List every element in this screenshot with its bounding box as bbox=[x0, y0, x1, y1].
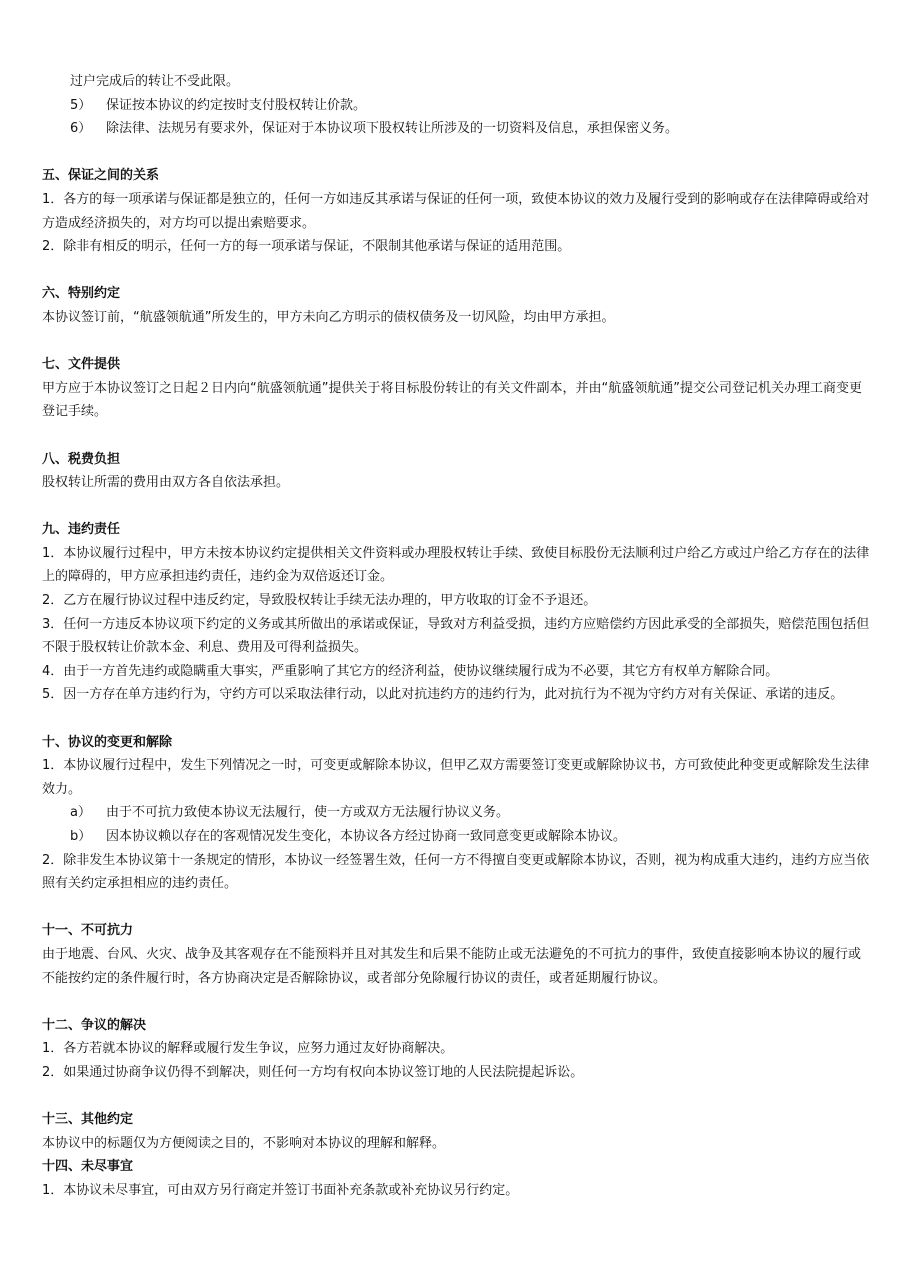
list-item-text: 因本协议赖以存在的客观情况发生变化，本协议各方经过协商一致同意变更或解除本协议。 bbox=[106, 829, 627, 844]
continuation-line: 过户完成后的转让不受此限。 bbox=[70, 74, 240, 89]
list-item-text: 除法律、法规另有要求外，保证对于本协议项下股权转让所涉及的一切资料及信息，承担保密义务。 bbox=[106, 121, 679, 137]
paragraph: 本协议中的标题仅为方便阅读之目的，不影响对本协议的理解和解释。 bbox=[42, 1135, 446, 1151]
list-marker: 5） bbox=[70, 97, 92, 113]
paragraph: 3．任何一方违反本协议项下约定的义务或其所做出的承诺或保证，导致对方利益受损，违约方应赔偿约方因此承受的全部损失，赔偿范围包括但不限于股权转让价款本金、利息、费用及可得利益损失。 bbox=[42, 616, 870, 656]
section-heading-8: 八、税费负担 bbox=[42, 451, 121, 467]
section-heading-10: 十、协议的变更和解除 bbox=[42, 734, 173, 750]
section-heading-13: 十三、其他约定 bbox=[42, 1112, 134, 1128]
paragraph: 1．本协议履行过程中，甲方未按本协议约定提供相关文件资料或办理股权转让手续、致使目标股份无法顺利过户给乙方或过户给乙方存在的法律上的障碍的，甲方应承担违约责任，违约金为双倍返还订金。 bbox=[42, 545, 870, 585]
paragraph: 1．各方若就本协议的解释或履行发生争议，应努力通过友好协商解决。 bbox=[42, 1041, 454, 1057]
paragraph: 由于地震、台风、火灾、战争及其客观存在不能预料并且对其发生和后果不能防止或无法避免的不可抗力的事件，致使直接影响本协议的履行或不能按约定的条件履行时，各方协商决定是否解除协议，或者部分免除履行协议的责任，或者延期履行协议。 bbox=[42, 946, 862, 986]
paragraph: 1．各方的每一项承诺与保证都是独立的，任何一方如违反其承诺与保证的任何一项，致使本协议的效力及履行受到的影响或存在法律障碍或给对方造成经济损失的，对方均可以提出索赔要求。 bbox=[42, 191, 870, 231]
paragraph: 甲方应于本协议签订之日起２日内向“航盛领航通”提供关于将目标股份转让的有关文件副本，并由“航盛领航通”提交公司登记机关办理工商变更登记手续。 bbox=[42, 380, 862, 420]
paragraph: 2．除非发生本协议第十一条规定的情形，本协议一经签署生效，任何一方不得擅自变更或解除本协议，否则，视为构成重大违约，违约方应当依照有关约定承担相应的违约责任。 bbox=[42, 852, 870, 892]
paragraph: 4．由于一方首先违约或隐瞒重大事实，严重影响了其它方的经济利益，使协议继续履行成为不必要，其它方有权单方解除合同。 bbox=[42, 663, 779, 679]
section-heading-5: 五、保证之间的关系 bbox=[42, 168, 160, 184]
list-marker: b） bbox=[70, 829, 92, 844]
list-marker: a） bbox=[70, 805, 91, 821]
list-item bbox=[42, 825, 872, 849]
paragraph: 5．因一方存在单方违约行为，守约方可以采取法律行动，以此对抗违约方的违约行为，此对抗行为不视为守约方对有关保证、承诺的违反。 bbox=[42, 687, 844, 703]
paragraph: 2．乙方在履行协议过程中违反约定，导致股权转让手续无法办理的，甲方收取的订金不予退还。 bbox=[42, 593, 597, 609]
list-item-text: 由于不可抗力致使本协议无法履行，使一方或双方无法履行协议义务。 bbox=[106, 805, 510, 821]
list-marker: 6） bbox=[70, 121, 92, 137]
section-heading-14: 十四、未尽事宜 bbox=[42, 1159, 134, 1175]
section-heading-7: 七、文件提供 bbox=[42, 357, 121, 373]
section-heading-12: 十二、争议的解决 bbox=[42, 1017, 147, 1033]
paragraph: 2．除非有相反的明示，任何一方的每一项承诺与保证，不限制其他承诺与保证的适用范围。 bbox=[42, 239, 571, 255]
section-heading-9: 九、违约责任 bbox=[42, 522, 121, 538]
section-heading-11: 十一、不可抗力 bbox=[42, 923, 134, 939]
document-page bbox=[42, 70, 872, 1203]
list-item bbox=[42, 94, 872, 118]
paragraph: 股权转让所需的费用由双方各自依法承担。 bbox=[42, 475, 290, 491]
list-item bbox=[42, 801, 872, 825]
paragraph: 1．本协议履行过程中，发生下列情况之一时，可变更或解除本协议，但甲乙双方需要签订变更或解除协议书，方可致使此种变更或解除发生法律效力。 bbox=[42, 758, 870, 797]
list-item bbox=[42, 117, 872, 141]
paragraph: 本协议签订前，“航盛领航通”所发生的，甲方未向乙方明示的债权债务及一切风险，均由甲方承担。 bbox=[42, 309, 615, 325]
paragraph: 1．本协议未尽事宜，可由双方另行商定并签订书面补充条款或补充协议另行约定。 bbox=[42, 1182, 519, 1198]
section-heading-6: 六、特别约定 bbox=[42, 286, 121, 302]
list-item-text: 保证按本协议的约定按时支付股权转让价款。 bbox=[106, 97, 367, 113]
paragraph: 2．如果通过协商争议仍得不到解决，则任何一方均有权向本协议签订地的人民法院提起诉讼。 bbox=[42, 1064, 584, 1080]
